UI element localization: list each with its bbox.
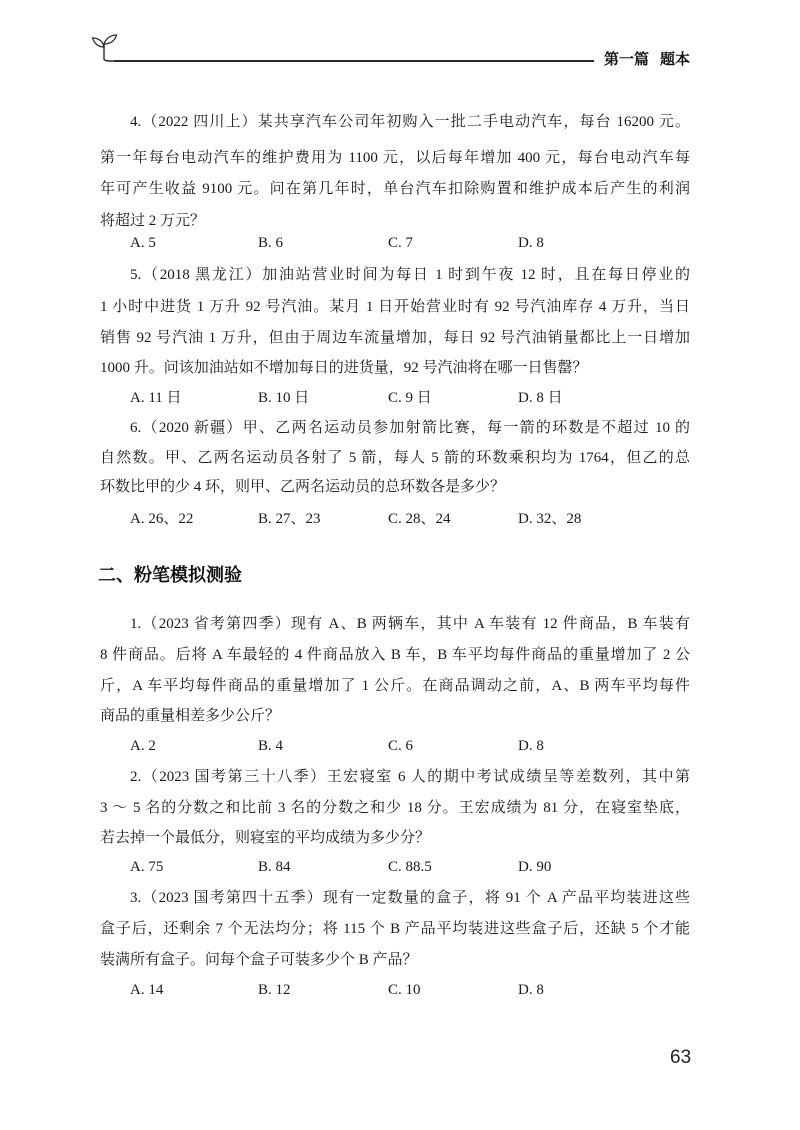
sprout-icon — [84, 28, 124, 68]
option-a: A. 14 — [130, 982, 164, 998]
option-c: C. 9 日 — [388, 390, 432, 406]
option-d: D. 8 — [518, 235, 544, 251]
option-b: B. 12 — [258, 982, 291, 998]
option-c: C. 28、24 — [388, 511, 451, 527]
header-part: 第一篇 — [604, 51, 650, 68]
option-a: A. 75 — [130, 859, 164, 875]
option-c: C. 88.5 — [388, 859, 432, 875]
page-number: 63 — [670, 1047, 692, 1068]
question-line: 若去掉一个最低分，则寝室的平均成绩为多少分？ — [100, 830, 431, 846]
question-line: 环数比甲的少 4 环，则甲、乙两名运动员的总环数各是多少？ — [100, 479, 506, 495]
question-line: 5.（2018 黑龙江）加油站营业时间为每日 1 时到午夜 12 时，且在每日停业的 — [130, 267, 690, 283]
question-line: 1000 升。问该加油站如不增加每日的进货量，92 号汽油将在哪一日售罄？ — [100, 360, 588, 376]
header-title: 题本 — [660, 51, 691, 68]
question-line: 3 ～ 5 名的分数之和比前 3 名的分数之和少 18 分。王宏成绩为 81 分，在寝室垫底， — [100, 800, 690, 816]
option-c: C. 7 — [388, 235, 414, 251]
section-heading: 二、粉笔模拟测验 — [98, 565, 242, 585]
question-line: 4.（2022 四川上）某共享汽车公司年初购入一批二手电动汽车，每台 16200 元。 — [130, 114, 690, 130]
option-b: B. 84 — [258, 859, 291, 875]
question-line: 装满所有盒子。问每个盒子可装多少个 B 产品？ — [100, 952, 418, 968]
option-c: C. 6 — [388, 738, 414, 754]
option-d: D. 8 — [518, 738, 544, 754]
option-b: B. 10 日 — [258, 390, 310, 406]
option-a: A. 26、22 — [130, 511, 194, 527]
question-line: 3.（2023 国考第四十五季）现有一定数量的盒子，将 91 个 A 产品平均装进这些 — [130, 890, 690, 906]
question-line: 6.（2020 新疆）甲、乙两名运动员参加射箭比赛，每一箭的环数是不超过 10 的 — [130, 420, 690, 436]
question-line: 8 件商品。后将 A 车最轻的 4 件商品放入 B 车，B 车平均每件商品的重量增加了 2 公 — [100, 647, 690, 663]
question-line: 1.（2023 省考第四季）现有 A、B 两辆车，其中 A 车装有 12 件商品，B 车装有 — [130, 616, 690, 632]
question-line: 销售 92 号汽油 1 万升，但由于周边车流量增加，每日 92 号汽油销量都比上一日增加 — [100, 330, 690, 346]
option-a: A. 5 — [130, 235, 156, 251]
option-d: D. 8 日 — [518, 390, 563, 406]
question-line: 年可产生收益 9100 元。问在第几年时，单台汽车扣除购置和维护成本后产生的利润 — [100, 181, 690, 197]
option-d: D. 32、28 — [518, 511, 582, 527]
question-line: 商品的重量相差多少公斤？ — [100, 708, 281, 724]
option-b: B. 27、23 — [258, 511, 321, 527]
option-b: B. 4 — [258, 738, 284, 754]
option-a: A. 2 — [130, 738, 156, 754]
question-line: 2.（2023 国考第三十八季）王宏寝室 6 人的期中考试成绩呈等差数列，其中第 — [130, 769, 690, 785]
question-line: 盒子后，还剩余 7 个无法均分；将 115 个 B 产品平均装进这些盒子后，还缺 5 个才能 — [100, 921, 690, 937]
question-line: 将超过 2 万元？ — [100, 213, 206, 229]
option-d: D. 90 — [518, 859, 552, 875]
question-line: 第一年每台电动汽车的维护费用为 1100 元，以后每年增加 400 元，每台电动汽车每 — [100, 150, 690, 166]
question-line: 自然数。甲、乙两名运动员各射了 5 箭，每人 5 箭的环数乘积均为 1764，但乙的总 — [100, 450, 690, 466]
question-line: 1 小时中进货 1 万升 92 号汽油。某月 1 日开始营业时有 92 号汽油库存 4 万升，当日 — [100, 299, 690, 315]
option-d: D. 8 — [518, 982, 544, 998]
option-b: B. 6 — [258, 235, 284, 251]
header-rule — [114, 60, 594, 62]
question-line: 斤，A 车平均每件商品的重量增加了 1 公斤。在商品调动之前，A、B 两车平均每件 — [100, 678, 690, 694]
option-c: C. 10 — [388, 982, 421, 998]
option-a: A. 11 日 — [130, 390, 182, 406]
